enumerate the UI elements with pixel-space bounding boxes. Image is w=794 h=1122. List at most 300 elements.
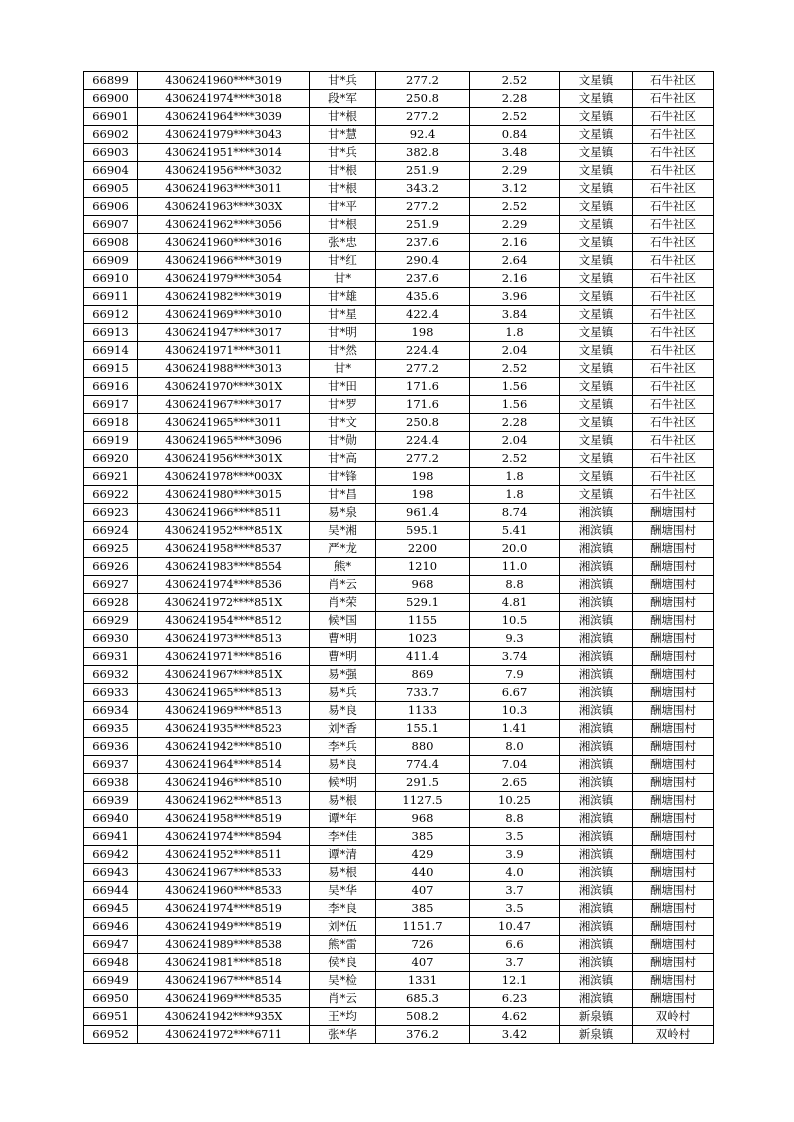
village-cell: 石牛社区 [633, 252, 714, 270]
amount-cell: 198 [376, 486, 470, 504]
id-number-cell: 4306241964****3039 [138, 108, 310, 126]
serial-number-cell: 66907 [84, 216, 138, 234]
town-cell: 湘滨镇 [560, 612, 633, 630]
serial-number-cell: 66911 [84, 288, 138, 306]
amount-cell: 508.2 [376, 1008, 470, 1026]
serial-number-cell: 66943 [84, 864, 138, 882]
serial-number-cell: 66950 [84, 990, 138, 1008]
id-number-cell: 4306241967****8533 [138, 864, 310, 882]
table-row [84, 612, 714, 630]
serial-number-cell: 66929 [84, 612, 138, 630]
town-cell: 湘滨镇 [560, 810, 633, 828]
table-row [84, 882, 714, 900]
table-row [84, 720, 714, 738]
amount-cell: 382.8 [376, 144, 470, 162]
name-cell: 甘*红 [310, 252, 376, 270]
serial-number-cell: 66900 [84, 90, 138, 108]
name-cell: 甘*平 [310, 198, 376, 216]
amount-cell: 407 [376, 882, 470, 900]
town-cell: 文星镇 [560, 144, 633, 162]
serial-number-cell: 66926 [84, 558, 138, 576]
table-row [84, 342, 714, 360]
id-number-cell: 4306241946****8510 [138, 774, 310, 792]
amount-cell: 595.1 [376, 522, 470, 540]
area-cell: 6.6 [470, 936, 560, 954]
id-number-cell: 4306241963****3011 [138, 180, 310, 198]
town-cell: 湘滨镇 [560, 846, 633, 864]
serial-number-cell: 66928 [84, 594, 138, 612]
id-number-cell: 4306241969****8513 [138, 702, 310, 720]
id-number-cell: 4306241967****8514 [138, 972, 310, 990]
village-cell: 石牛社区 [633, 360, 714, 378]
id-number-cell: 4306241966****3019 [138, 252, 310, 270]
town-cell: 湘滨镇 [560, 666, 633, 684]
area-cell: 1.8 [470, 468, 560, 486]
town-cell: 文星镇 [560, 432, 633, 450]
table-row [84, 72, 714, 90]
id-number-cell: 4306241956****3032 [138, 162, 310, 180]
town-cell: 湘滨镇 [560, 954, 633, 972]
area-cell: 3.48 [470, 144, 560, 162]
town-cell: 湘滨镇 [560, 576, 633, 594]
area-cell: 2.64 [470, 252, 560, 270]
table-row [84, 558, 714, 576]
village-cell: 石牛社区 [633, 144, 714, 162]
table-row [84, 360, 714, 378]
town-cell: 湘滨镇 [560, 720, 633, 738]
id-number-cell: 4306241960****8533 [138, 882, 310, 900]
area-cell: 3.12 [470, 180, 560, 198]
id-number-cell: 4306241942****8510 [138, 738, 310, 756]
town-cell: 文星镇 [560, 486, 633, 504]
id-number-cell: 4306241966****8511 [138, 504, 310, 522]
town-cell: 文星镇 [560, 234, 633, 252]
town-cell: 文星镇 [560, 324, 633, 342]
village-cell: 酬塘围村 [633, 720, 714, 738]
village-cell: 石牛社区 [633, 288, 714, 306]
name-cell: 刘*伍 [310, 918, 376, 936]
id-number-cell: 4306241942****935X [138, 1008, 310, 1026]
name-cell: 肖*云 [310, 576, 376, 594]
village-cell: 酬塘围村 [633, 522, 714, 540]
amount-cell: 291.5 [376, 774, 470, 792]
town-cell: 文星镇 [560, 270, 633, 288]
serial-number-cell: 66904 [84, 162, 138, 180]
id-number-cell: 4306241960****3019 [138, 72, 310, 90]
serial-number-cell: 66938 [84, 774, 138, 792]
serial-number-cell: 66933 [84, 684, 138, 702]
amount-cell: 92.4 [376, 126, 470, 144]
amount-cell: 198 [376, 324, 470, 342]
area-cell: 3.7 [470, 882, 560, 900]
amount-cell: 961.4 [376, 504, 470, 522]
name-cell: 肖*荣 [310, 594, 376, 612]
amount-cell: 277.2 [376, 450, 470, 468]
area-cell: 5.41 [470, 522, 560, 540]
name-cell: 易*良 [310, 756, 376, 774]
id-number-cell: 4306241958****8537 [138, 540, 310, 558]
village-cell: 石牛社区 [633, 90, 714, 108]
id-number-cell: 4306241972****851X [138, 594, 310, 612]
name-cell: 易*兵 [310, 684, 376, 702]
table-row [84, 954, 714, 972]
serial-number-cell: 66949 [84, 972, 138, 990]
town-cell: 文星镇 [560, 306, 633, 324]
name-cell: 甘*根 [310, 162, 376, 180]
village-cell: 酬塘围村 [633, 630, 714, 648]
area-cell: 2.52 [470, 198, 560, 216]
id-number-cell: 4306241973****8513 [138, 630, 310, 648]
amount-cell: 407 [376, 954, 470, 972]
id-number-cell: 4306241974****8519 [138, 900, 310, 918]
id-number-cell: 4306241974****8594 [138, 828, 310, 846]
table-row [84, 936, 714, 954]
serial-number-cell: 66939 [84, 792, 138, 810]
table-row [84, 990, 714, 1008]
table-row [84, 594, 714, 612]
town-cell: 湘滨镇 [560, 558, 633, 576]
name-cell: 甘*兵 [310, 144, 376, 162]
town-cell: 湘滨镇 [560, 522, 633, 540]
area-cell: 8.0 [470, 738, 560, 756]
serial-number-cell: 66930 [84, 630, 138, 648]
amount-cell: 880 [376, 738, 470, 756]
village-cell: 石牛社区 [633, 324, 714, 342]
name-cell: 甘*高 [310, 450, 376, 468]
village-cell: 石牛社区 [633, 396, 714, 414]
id-number-cell: 4306241965****8513 [138, 684, 310, 702]
town-cell: 湘滨镇 [560, 792, 633, 810]
town-cell: 文星镇 [560, 126, 633, 144]
table-row [84, 198, 714, 216]
area-cell: 2.04 [470, 432, 560, 450]
name-cell: 肖*云 [310, 990, 376, 1008]
area-cell: 11.0 [470, 558, 560, 576]
village-cell: 石牛社区 [633, 270, 714, 288]
amount-cell: 968 [376, 810, 470, 828]
name-cell: 熊*雷 [310, 936, 376, 954]
table-row [84, 468, 714, 486]
id-number-cell: 4306241965****3011 [138, 414, 310, 432]
amount-cell: 277.2 [376, 198, 470, 216]
area-cell: 2.65 [470, 774, 560, 792]
area-cell: 4.0 [470, 864, 560, 882]
table-row [84, 504, 714, 522]
name-cell: 甘*根 [310, 180, 376, 198]
amount-cell: 1127.5 [376, 792, 470, 810]
serial-number-cell: 66903 [84, 144, 138, 162]
area-cell: 2.16 [470, 270, 560, 288]
area-cell: 3.5 [470, 900, 560, 918]
town-cell: 湘滨镇 [560, 540, 633, 558]
serial-number-cell: 66937 [84, 756, 138, 774]
id-number-cell: 4306241979****3054 [138, 270, 310, 288]
town-cell: 湘滨镇 [560, 756, 633, 774]
id-number-cell: 4306241958****8519 [138, 810, 310, 828]
name-cell: 曹*明 [310, 630, 376, 648]
village-cell: 石牛社区 [633, 450, 714, 468]
id-number-cell: 4306241989****8538 [138, 936, 310, 954]
name-cell: 候*明 [310, 774, 376, 792]
town-cell: 湘滨镇 [560, 630, 633, 648]
amount-cell: 277.2 [376, 72, 470, 90]
amount-cell: 251.9 [376, 216, 470, 234]
village-cell: 酬塘围村 [633, 594, 714, 612]
area-cell: 2.52 [470, 108, 560, 126]
table-row [84, 180, 714, 198]
town-cell: 湘滨镇 [560, 900, 633, 918]
name-cell: 谭*年 [310, 810, 376, 828]
amount-cell: 1331 [376, 972, 470, 990]
village-cell: 石牛社区 [633, 234, 714, 252]
town-cell: 湘滨镇 [560, 918, 633, 936]
town-cell: 湘滨镇 [560, 648, 633, 666]
area-cell: 3.42 [470, 1026, 560, 1044]
serial-number-cell: 66913 [84, 324, 138, 342]
amount-cell: 171.6 [376, 396, 470, 414]
id-number-cell: 4306241988****3013 [138, 360, 310, 378]
area-cell: 10.25 [470, 792, 560, 810]
town-cell: 新泉镇 [560, 1008, 633, 1026]
name-cell: 甘*明 [310, 324, 376, 342]
serial-number-cell: 66919 [84, 432, 138, 450]
village-cell: 石牛社区 [633, 342, 714, 360]
town-cell: 文星镇 [560, 162, 633, 180]
area-cell: 9.3 [470, 630, 560, 648]
town-cell: 文星镇 [560, 414, 633, 432]
town-cell: 湘滨镇 [560, 774, 633, 792]
table-row [84, 432, 714, 450]
amount-cell: 277.2 [376, 108, 470, 126]
table-row [84, 126, 714, 144]
serial-number-cell: 66908 [84, 234, 138, 252]
village-cell: 酬塘围村 [633, 972, 714, 990]
area-cell: 3.7 [470, 954, 560, 972]
serial-number-cell: 66921 [84, 468, 138, 486]
id-number-cell: 4306241951****3014 [138, 144, 310, 162]
amount-cell: 422.4 [376, 306, 470, 324]
name-cell: 李*兵 [310, 738, 376, 756]
name-cell: 吴*华 [310, 882, 376, 900]
table-row [84, 378, 714, 396]
area-cell: 3.84 [470, 306, 560, 324]
serial-number-cell: 66899 [84, 72, 138, 90]
id-number-cell: 4306241974****3018 [138, 90, 310, 108]
serial-number-cell: 66945 [84, 900, 138, 918]
name-cell: 甘*罗 [310, 396, 376, 414]
table-row [84, 414, 714, 432]
table-row [84, 144, 714, 162]
serial-number-cell: 66940 [84, 810, 138, 828]
serial-number-cell: 66932 [84, 666, 138, 684]
name-cell: 候*国 [310, 612, 376, 630]
village-cell: 酬塘围村 [633, 918, 714, 936]
name-cell: 甘*昌 [310, 486, 376, 504]
id-number-cell: 4306241983****8554 [138, 558, 310, 576]
name-cell: 张*华 [310, 1026, 376, 1044]
town-cell: 文星镇 [560, 108, 633, 126]
village-cell: 石牛社区 [633, 486, 714, 504]
serial-number-cell: 66916 [84, 378, 138, 396]
serial-number-cell: 66906 [84, 198, 138, 216]
village-cell: 酬塘围村 [633, 954, 714, 972]
serial-number-cell: 66914 [84, 342, 138, 360]
name-cell: 易*强 [310, 666, 376, 684]
town-cell: 湘滨镇 [560, 702, 633, 720]
village-cell: 石牛社区 [633, 162, 714, 180]
amount-cell: 237.6 [376, 270, 470, 288]
serial-number-cell: 66948 [84, 954, 138, 972]
serial-number-cell: 66951 [84, 1008, 138, 1026]
name-cell: 张*忠 [310, 234, 376, 252]
village-cell: 酬塘围村 [633, 846, 714, 864]
id-number-cell: 4306241982****3019 [138, 288, 310, 306]
name-cell: 熊* [310, 558, 376, 576]
serial-number-cell: 66920 [84, 450, 138, 468]
table-row [84, 108, 714, 126]
amount-cell: 237.6 [376, 234, 470, 252]
table-row [84, 630, 714, 648]
amount-cell: 685.3 [376, 990, 470, 1008]
area-cell: 12.1 [470, 972, 560, 990]
village-cell: 酬塘围村 [633, 738, 714, 756]
id-number-cell: 4306241967****851X [138, 666, 310, 684]
town-cell: 文星镇 [560, 198, 633, 216]
serial-number-cell: 66941 [84, 828, 138, 846]
name-cell: 甘*根 [310, 108, 376, 126]
town-cell: 湘滨镇 [560, 738, 633, 756]
id-number-cell: 4306241969****3010 [138, 306, 310, 324]
amount-cell: 774.4 [376, 756, 470, 774]
serial-number-cell: 66912 [84, 306, 138, 324]
town-cell: 湘滨镇 [560, 864, 633, 882]
serial-number-cell: 66942 [84, 846, 138, 864]
amount-cell: 429 [376, 846, 470, 864]
name-cell: 谭*清 [310, 846, 376, 864]
serial-number-cell: 66901 [84, 108, 138, 126]
name-cell: 甘*田 [310, 378, 376, 396]
id-number-cell: 4306241947****3017 [138, 324, 310, 342]
village-cell: 酬塘围村 [633, 990, 714, 1008]
table-row [84, 684, 714, 702]
village-cell: 双岭村 [633, 1008, 714, 1026]
area-cell: 2.28 [470, 414, 560, 432]
area-cell: 2.28 [470, 90, 560, 108]
amount-cell: 1133 [376, 702, 470, 720]
id-number-cell: 4306241967****3017 [138, 396, 310, 414]
village-cell: 双岭村 [633, 1026, 714, 1044]
town-cell: 文星镇 [560, 90, 633, 108]
table-row [84, 252, 714, 270]
village-cell: 酬塘围村 [633, 900, 714, 918]
town-cell: 文星镇 [560, 288, 633, 306]
table-row [84, 648, 714, 666]
name-cell: 刘*香 [310, 720, 376, 738]
town-cell: 湘滨镇 [560, 684, 633, 702]
serial-number-cell: 66909 [84, 252, 138, 270]
town-cell: 湘滨镇 [560, 882, 633, 900]
amount-cell: 1210 [376, 558, 470, 576]
id-number-cell: 4306241980****3015 [138, 486, 310, 504]
town-cell: 文星镇 [560, 216, 633, 234]
village-cell: 石牛社区 [633, 72, 714, 90]
amount-cell: 224.4 [376, 432, 470, 450]
village-cell: 酬塘围村 [633, 684, 714, 702]
area-cell: 8.8 [470, 810, 560, 828]
village-cell: 石牛社区 [633, 180, 714, 198]
village-cell: 石牛社区 [633, 198, 714, 216]
village-cell: 酬塘围村 [633, 756, 714, 774]
village-cell: 石牛社区 [633, 216, 714, 234]
town-cell: 文星镇 [560, 378, 633, 396]
amount-cell: 343.2 [376, 180, 470, 198]
area-cell: 1.56 [470, 378, 560, 396]
id-number-cell: 4306241949****8519 [138, 918, 310, 936]
name-cell: 严*龙 [310, 540, 376, 558]
amount-cell: 529.1 [376, 594, 470, 612]
area-cell: 2.52 [470, 360, 560, 378]
serial-number-cell: 66918 [84, 414, 138, 432]
village-cell: 酬塘围村 [633, 810, 714, 828]
id-number-cell: 4306241956****301X [138, 450, 310, 468]
name-cell: 李*佳 [310, 828, 376, 846]
id-number-cell: 4306241963****303X [138, 198, 310, 216]
name-cell: 吴*检 [310, 972, 376, 990]
name-cell: 易*良 [310, 702, 376, 720]
area-cell: 3.9 [470, 846, 560, 864]
id-number-cell: 4306241965****3096 [138, 432, 310, 450]
village-cell: 石牛社区 [633, 378, 714, 396]
town-cell: 文星镇 [560, 342, 633, 360]
serial-number-cell: 66924 [84, 522, 138, 540]
table-row [84, 270, 714, 288]
table-row [84, 288, 714, 306]
village-cell: 酬塘围村 [633, 612, 714, 630]
name-cell: 甘*星 [310, 306, 376, 324]
serial-number-cell: 66931 [84, 648, 138, 666]
table-row [84, 756, 714, 774]
name-cell: 甘*文 [310, 414, 376, 432]
village-cell: 酬塘围村 [633, 504, 714, 522]
area-cell: 3.5 [470, 828, 560, 846]
serial-number-cell: 66934 [84, 702, 138, 720]
village-cell: 酬塘围村 [633, 666, 714, 684]
table-row [84, 828, 714, 846]
id-number-cell: 4306241981****8518 [138, 954, 310, 972]
area-cell: 10.3 [470, 702, 560, 720]
table-row [84, 846, 714, 864]
amount-cell: 171.6 [376, 378, 470, 396]
serial-number-cell: 66910 [84, 270, 138, 288]
amount-cell: 1023 [376, 630, 470, 648]
area-cell: 8.74 [470, 504, 560, 522]
name-cell: 甘*兵 [310, 72, 376, 90]
village-cell: 酬塘围村 [633, 936, 714, 954]
town-cell: 文星镇 [560, 450, 633, 468]
amount-cell: 435.6 [376, 288, 470, 306]
town-cell: 湘滨镇 [560, 990, 633, 1008]
area-cell: 10.47 [470, 918, 560, 936]
amount-cell: 869 [376, 666, 470, 684]
serial-number-cell: 66917 [84, 396, 138, 414]
name-cell: 吴*湘 [310, 522, 376, 540]
village-cell: 酬塘围村 [633, 702, 714, 720]
town-cell: 文星镇 [560, 252, 633, 270]
town-cell: 湘滨镇 [560, 504, 633, 522]
village-cell: 酬塘围村 [633, 576, 714, 594]
serial-number-cell: 66923 [84, 504, 138, 522]
serial-number-cell: 66946 [84, 918, 138, 936]
